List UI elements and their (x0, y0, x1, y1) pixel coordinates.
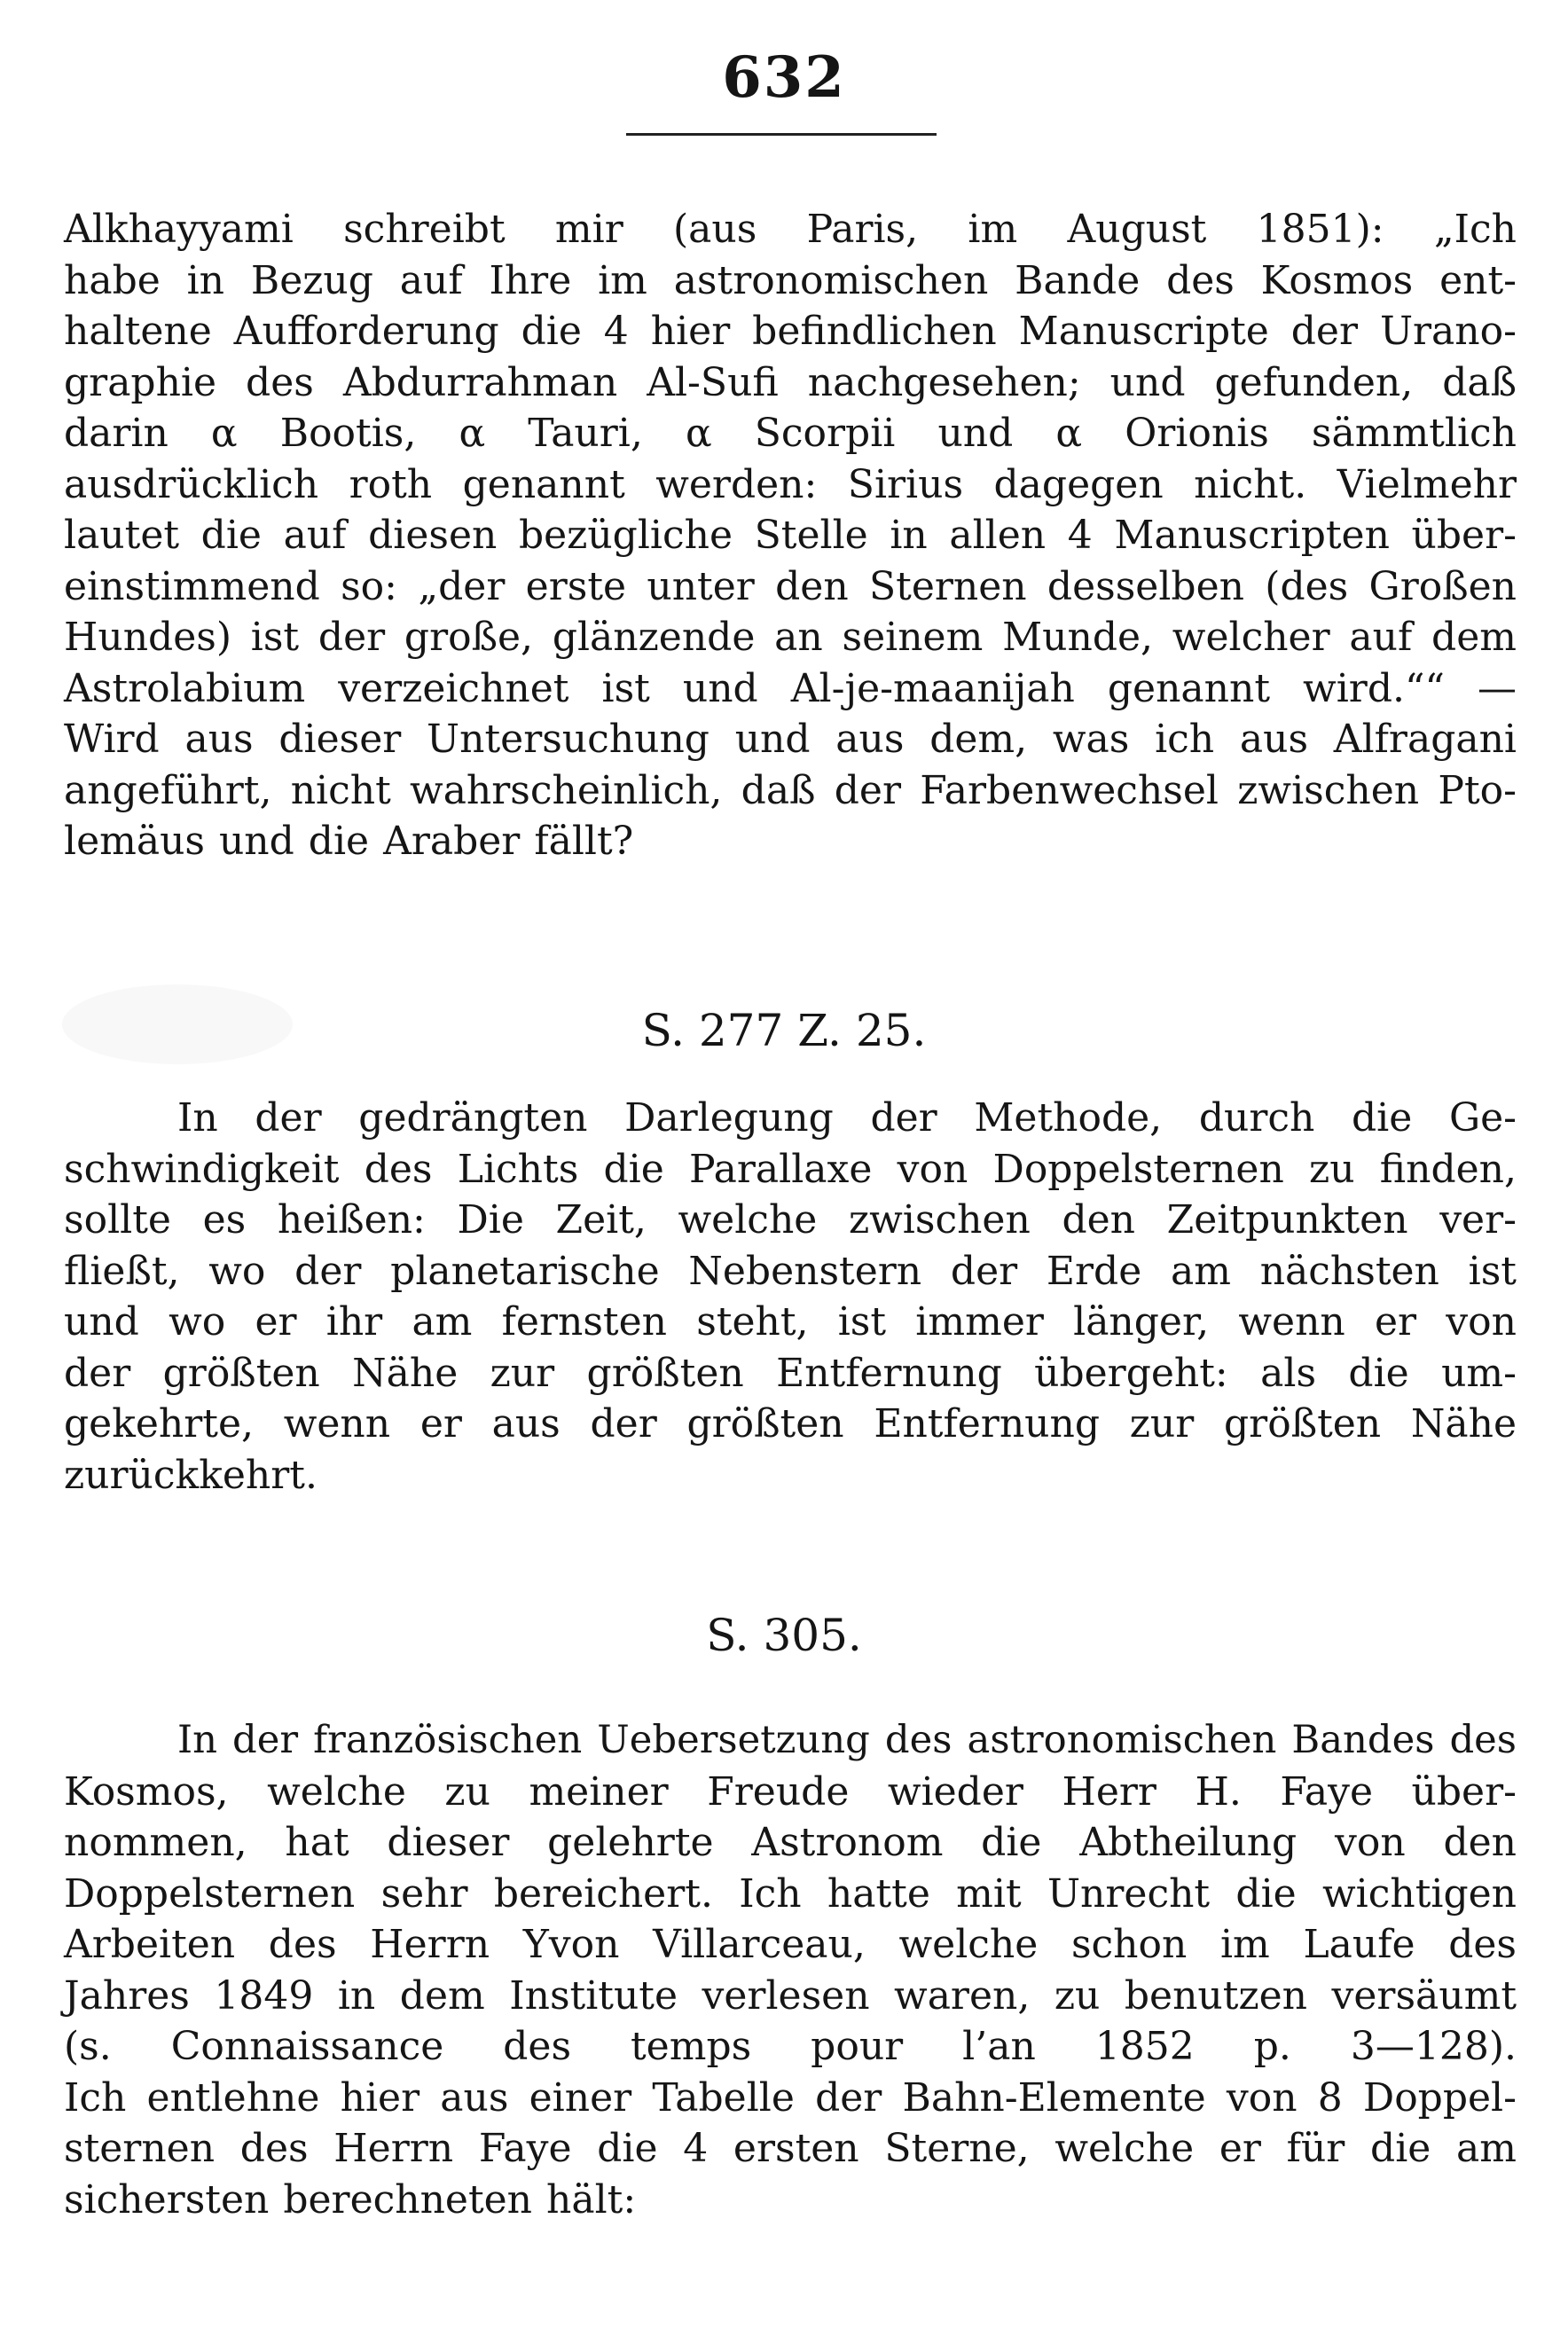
text-line: (s. Connaissance des temps pour l’an 1852 p. 3—128). (64, 2024, 1517, 2069)
text-line: In der französischen Uebersetzung des astronomischen Bandes des (177, 1718, 1517, 1762)
text-line: Alkhayyami schreibt mir (aus Paris, im August 1851): „Ich (64, 207, 1517, 252)
text-line: sollte es heißen: Die Zeit, welche zwischen den Zeitpunkten ver- (64, 1197, 1517, 1243)
section-heading: S. 277 Z. 25. (641, 1005, 927, 1056)
text-line: Arbeiten des Herrn Yvon Villarceau, welche schon im Laufe des (64, 1922, 1517, 1967)
text-line: lautet die auf diesen bezügliche Stelle in allen 4 Manuscripten über- (64, 513, 1517, 558)
text-line: und wo er ihr am fernsten steht, ist immer länger, wenn er von (64, 1299, 1517, 1345)
text-line: In der gedrängten Darlegung der Methode, durch die Ge- (177, 1095, 1517, 1141)
text-line: sternen des Herrn Faye die 4 ersten Sterne, welche er für die am (64, 2126, 1517, 2171)
text-line: der größten Nähe zur größten Entfernung übergeht: als die um- (64, 1350, 1517, 1396)
text-line: haltene Aufforderung die 4 hier befindlichen Manuscripte der Urano- (64, 309, 1517, 354)
text-line: Wird aus dieser Untersuchung und aus dem, was ich aus Alfragani (64, 717, 1517, 762)
text-line: zurückkehrt. (64, 1452, 318, 1498)
text-line: habe in Bezug auf Ihre im astronomischen Bande des Kosmos ent- (64, 257, 1517, 303)
text-line: lemäus und die Araber fällt? (64, 819, 634, 864)
text-line: fließt, wo der planetarische Nebenstern der Erde am nächsten ist (64, 1248, 1517, 1294)
page-number: 632 (722, 44, 846, 111)
text-line: sichersten berechneten hält: (64, 2176, 637, 2223)
text-line: angeführt, nicht wahrscheinlich, daß der Farbenwechsel zwischen Pto- (64, 767, 1517, 813)
text-line: Hundes) ist der große, glänzende an seinem Munde, welcher auf dem (64, 615, 1517, 660)
paragraph-3 (64, 1715, 1517, 2225)
text-line: gekehrte, wenn er aus der größten Entfernung zur größten Nähe (64, 1401, 1517, 1446)
text-line: schwindigkeit des Lichts die Parallaxe von Doppelsternen zu finden, (64, 1146, 1517, 1192)
header-rule (626, 133, 937, 136)
text-line: Astrolabium verzeichnet ist und Al-je-maanijah genannt wird.““ — (64, 665, 1517, 711)
paragraph-1 (64, 204, 1517, 867)
paragraph-2 (64, 1093, 1517, 1501)
text-line: Ich entlehne hier aus einer Tabelle der Bahn-Elemente von 8 Doppel- (64, 2074, 1517, 2121)
text-line: graphie des Abdurrahman Al-Sufi nachgesehen; und gefunden, daß (64, 359, 1517, 405)
section-heading: S. 305. (706, 1610, 862, 1661)
text-line: Kosmos, welche zu meiner Freude wieder Herr H. Faye über- (64, 1768, 1517, 1815)
text-line: einstimmend so: „der erste unter den Sternen desselben (des Großen (64, 563, 1517, 609)
text-line: Doppelsternen sehr bereichert. Ich hatte mit Unrecht die wichtigen (64, 1870, 1517, 1917)
text-line: darin α Bootis, α Tauri, α Scorpii und α Orionis sämmtlich (64, 411, 1517, 456)
text-line: Jahres 1849 in dem Institute verlesen waren, zu benutzen versäumt (64, 1972, 1517, 2019)
text-line: ausdrücklich roth genannt werden: Sirius dagegen nicht. Vielmehr (64, 461, 1517, 507)
text-line: nommen, hat dieser gelehrte Astronom die Abtheilung von den (64, 1820, 1517, 1865)
